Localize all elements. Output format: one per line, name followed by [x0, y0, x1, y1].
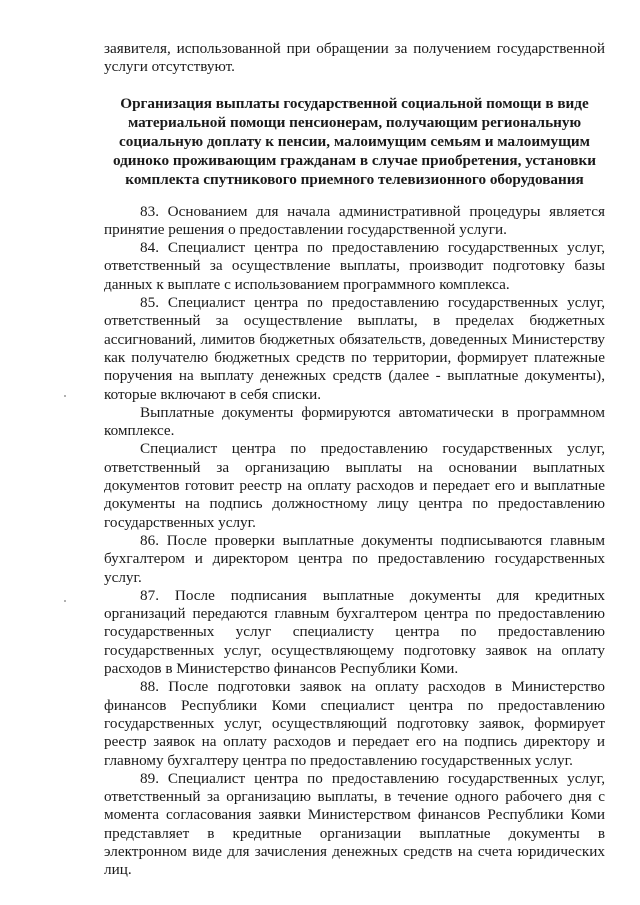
paragraph-83: 83. Основанием для начала административной процедуры является принятие решения о предоставлении государственной услуги.: [104, 202, 605, 238]
scan-speck: [64, 600, 66, 602]
paragraph-85-auto: Выплатные документы формируются автоматически в программном комплексе.: [104, 403, 605, 440]
scan-speck: [64, 395, 66, 397]
paragraph-88: 88. После подготовки заявок на оплату расходов в Министерство финансов Республики Коми специалист центра по предоставлению государственных услуг, осуществляющий подготовку заявок, формирует реестр заявок на оплату расходов и передает его на подпись директору и главному бухгалтеру центра по предоставлению государственных услуг.: [104, 678, 605, 769]
paragraph-85-registry: Специалист центра по предоставлению государственных услуг, ответственный за организацию выплаты на основании выплатных документов готовит реестр на оплату расходов и передает его и выплатные документы на подпись должностному лицу центра по предоставлению государственных услуг.: [104, 440, 605, 531]
paragraph-89: 89. Специалист центра по предоставлению государственных услуг, ответственный за организацию выплаты, в течение одного рабочего дня с момента согласования заявки Министерством финансов Республики Коми представляет в кредитные организации выплатные документы в электронном виде для зачисления денежных средств на счета юридических лиц.: [104, 769, 605, 879]
paragraph-86: 86. После проверки выплатные документы подписываются главным бухгалтером и директором центра по предоставлению государственных услуг.: [104, 531, 605, 586]
document-page: [104, 40, 605, 880]
paragraph-85: 85. Специалист центра по предоставлению государственных услуг, ответственный за осуществление выплаты, в пределах бюджетных ассигнований, лимитов бюджетных обязательств, доведенных Министерству как получателю бюджетных средств по территории, формирует платежные поручения на выплату денежных средств (далее - выплатные документы), которые включают в себя списки.: [104, 294, 605, 403]
section-heading: Организация выплаты государственной социальной помощи в виде материальной помощи пенсионерам, получающим региональную социальную доплату к пенсии, малоимущим семьям и малоимущим одиноко проживающим гражданам в случае приобретения, установки комплекта спутникового приемного телевизионного оборудования: [112, 94, 597, 188]
paragraph-84: 84. Специалист центра по предоставлению государственных услуг, ответственный за осуществление выплаты, производит подготовку базы данных к выплате с использованием программного комплекса.: [104, 239, 605, 293]
intro-text: заявителя, использованной при обращении за получением государственной услуги отсутствуют.: [104, 40, 605, 76]
paragraph-87: 87. После подписания выплатные документы для кредитных организаций передаются главным бухгалтером центра по предоставлению государственных услуг специалисту центра по предоставлению государственных услуг, осуществляющему подготовку заявок на оплату расходов в Министерство финансов Республики Коми.: [104, 586, 605, 678]
